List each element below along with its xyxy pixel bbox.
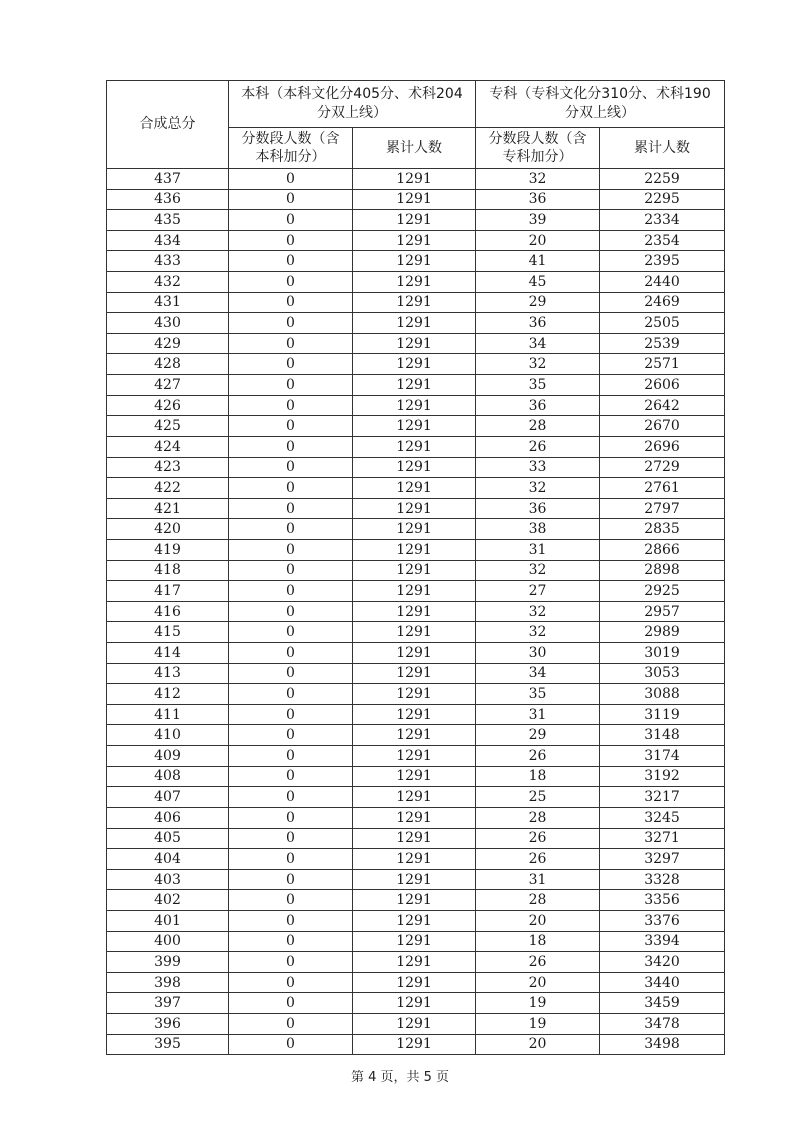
table-row [107, 292, 725, 313]
bachelor-cumulative-cell: 1291 [353, 643, 476, 664]
college-cumulative-cell: 3119 [600, 704, 725, 725]
table-row [107, 519, 725, 540]
bachelor-segment-cell: 0 [229, 622, 353, 643]
score-cell: 423 [107, 457, 229, 478]
bachelor-cumulative-cell: 1291 [353, 952, 476, 973]
college-segment-cell: 41 [476, 251, 600, 272]
bachelor-segment-cell: 0 [229, 910, 353, 931]
table-row [107, 395, 725, 416]
table-row [107, 849, 725, 870]
college-segment-cell: 25 [476, 787, 600, 808]
college-cumulative-cell: 3420 [600, 952, 725, 973]
bachelor-cumulative-cell: 1291 [353, 498, 476, 519]
college-cumulative-cell: 3148 [600, 725, 725, 746]
college-cumulative-cell: 2505 [600, 313, 725, 334]
college-cumulative-cell: 2606 [600, 375, 725, 396]
table-row [107, 457, 725, 478]
score-cell: 411 [107, 704, 229, 725]
table-row [107, 931, 725, 952]
college-cumulative-cell: 3328 [600, 869, 725, 890]
bachelor-cumulative-cell: 1291 [353, 766, 476, 787]
bachelor-header-line2: 分双上线） [317, 105, 387, 121]
score-cell: 396 [107, 1013, 229, 1034]
score-cell: 414 [107, 643, 229, 664]
bachelor-cumulative-cell: 1291 [353, 189, 476, 210]
college-cumulative-cell: 3478 [600, 1013, 725, 1034]
college-segment-cell: 31 [476, 869, 600, 890]
college-cumulative-cell: 2354 [600, 230, 725, 251]
college-segment-cell: 36 [476, 313, 600, 334]
score-cell: 428 [107, 354, 229, 375]
college-segment-cell: 36 [476, 189, 600, 210]
college-cumulative-cell: 2989 [600, 622, 725, 643]
table-row [107, 869, 725, 890]
bachelor-segment-cell: 0 [229, 333, 353, 354]
college-segment-cell: 35 [476, 684, 600, 705]
college-segment-cell: 31 [476, 704, 600, 725]
bachelor-segment-cell: 0 [229, 519, 353, 540]
college-segment-cell: 26 [476, 952, 600, 973]
bachelor-cumulative-cell: 1291 [353, 910, 476, 931]
college-cumulative-cell: 3245 [600, 807, 725, 828]
table-row [107, 910, 725, 931]
college-segment-cell: 18 [476, 766, 600, 787]
table-row [107, 169, 725, 190]
bachelor-segment-cell: 0 [229, 787, 353, 808]
college-cumulative-header: 累计人数 [600, 128, 725, 169]
table-row [107, 210, 725, 231]
table-row [107, 498, 725, 519]
score-cell: 404 [107, 849, 229, 870]
college-segment-cell: 30 [476, 643, 600, 664]
college-segment-cell: 18 [476, 931, 600, 952]
college-segment-cell: 45 [476, 272, 600, 293]
bachelor-cumulative-cell: 1291 [353, 1013, 476, 1034]
table-row [107, 230, 725, 251]
bachelor-segment-cell: 0 [229, 581, 353, 602]
score-cell: 415 [107, 622, 229, 643]
bachelor-cumulative-cell: 1291 [353, 251, 476, 272]
bachelor-cumulative-cell: 1291 [353, 663, 476, 684]
bachelor-segment-cell: 0 [229, 1034, 353, 1055]
table-row [107, 725, 725, 746]
college-segment-cell: 20 [476, 1034, 600, 1055]
bachelor-segment-cell: 0 [229, 395, 353, 416]
table-row [107, 766, 725, 787]
bachelor-segment-cell: 0 [229, 725, 353, 746]
score-cell: 417 [107, 581, 229, 602]
table-row [107, 189, 725, 210]
bachelor-segment-header-line1: 分数段人数（含 [241, 131, 340, 147]
bachelor-segment-cell: 0 [229, 746, 353, 767]
college-segment-header-line2: 专科加分） [502, 149, 573, 165]
table-row [107, 539, 725, 560]
college-cumulative-cell: 3498 [600, 1034, 725, 1055]
college-cumulative-cell: 3271 [600, 828, 725, 849]
bachelor-cumulative-header: 累计人数 [353, 128, 476, 169]
bachelor-cumulative-cell: 1291 [353, 416, 476, 437]
bachelor-segment-cell: 0 [229, 498, 353, 519]
score-cell: 406 [107, 807, 229, 828]
college-cumulative-cell: 2866 [600, 539, 725, 560]
table-row [107, 890, 725, 911]
college-segment-cell: 32 [476, 622, 600, 643]
college-cumulative-cell: 3440 [600, 972, 725, 993]
college-segment-header [476, 128, 600, 169]
score-cell: 433 [107, 251, 229, 272]
college-segment-cell: 28 [476, 416, 600, 437]
college-segment-cell: 32 [476, 601, 600, 622]
bachelor-segment-cell: 0 [229, 993, 353, 1014]
college-cumulative-cell: 2295 [600, 189, 725, 210]
college-segment-cell: 26 [476, 849, 600, 870]
table-row [107, 746, 725, 767]
bachelor-segment-cell: 0 [229, 416, 353, 437]
score-cell: 399 [107, 952, 229, 973]
bachelor-cumulative-cell: 1291 [353, 560, 476, 581]
bachelor-group-header [229, 81, 476, 128]
college-cumulative-cell: 3394 [600, 931, 725, 952]
bachelor-segment-cell: 0 [229, 828, 353, 849]
bachelor-cumulative-cell: 1291 [353, 890, 476, 911]
bachelor-segment-cell: 0 [229, 375, 353, 396]
bachelor-segment-cell: 0 [229, 539, 353, 560]
bachelor-cumulative-cell: 1291 [353, 993, 476, 1014]
college-cumulative-cell: 2696 [600, 436, 725, 457]
college-segment-cell: 19 [476, 1013, 600, 1034]
score-cell: 413 [107, 663, 229, 684]
table-row [107, 643, 725, 664]
bachelor-segment-header [229, 128, 353, 169]
bachelor-cumulative-cell: 1291 [353, 292, 476, 313]
college-cumulative-cell: 3376 [600, 910, 725, 931]
bachelor-cumulative-cell: 1291 [353, 354, 476, 375]
college-segment-cell: 32 [476, 169, 600, 190]
college-cumulative-cell: 2469 [600, 292, 725, 313]
college-segment-cell: 20 [476, 910, 600, 931]
bachelor-cumulative-cell: 1291 [353, 849, 476, 870]
score-cell: 400 [107, 931, 229, 952]
table-row [107, 272, 725, 293]
bachelor-segment-header-line2: 本科加分） [255, 149, 326, 165]
bachelor-segment-cell: 0 [229, 931, 353, 952]
score-cell: 398 [107, 972, 229, 993]
college-segment-cell: 28 [476, 890, 600, 911]
table-row [107, 952, 725, 973]
bachelor-segment-cell: 0 [229, 560, 353, 581]
bachelor-cumulative-cell: 1291 [353, 169, 476, 190]
table-row [107, 828, 725, 849]
bachelor-cumulative-cell: 1291 [353, 272, 476, 293]
score-cell: 426 [107, 395, 229, 416]
bachelor-segment-cell: 0 [229, 972, 353, 993]
bachelor-segment-cell: 0 [229, 251, 353, 272]
bachelor-segment-cell: 0 [229, 869, 353, 890]
college-cumulative-cell: 2835 [600, 519, 725, 540]
college-segment-cell: 33 [476, 457, 600, 478]
bachelor-segment-cell: 0 [229, 849, 353, 870]
score-cell: 416 [107, 601, 229, 622]
table-row [107, 663, 725, 684]
score-cell: 407 [107, 787, 229, 808]
bachelor-cumulative-cell: 1291 [353, 230, 476, 251]
score-cell: 432 [107, 272, 229, 293]
score-column-header: 合成总分 [107, 81, 229, 169]
bachelor-cumulative-cell: 1291 [353, 787, 476, 808]
college-segment-cell: 39 [476, 210, 600, 231]
college-segment-cell: 20 [476, 972, 600, 993]
college-segment-cell: 26 [476, 828, 600, 849]
college-cumulative-cell: 2259 [600, 169, 725, 190]
score-cell: 397 [107, 993, 229, 1014]
college-segment-cell: 27 [476, 581, 600, 602]
bachelor-segment-cell: 0 [229, 189, 353, 210]
college-cumulative-cell: 3459 [600, 993, 725, 1014]
score-cell: 419 [107, 539, 229, 560]
bachelor-segment-cell: 0 [229, 890, 353, 911]
bachelor-cumulative-cell: 1291 [353, 457, 476, 478]
college-cumulative-cell: 3053 [600, 663, 725, 684]
table-row [107, 972, 725, 993]
bachelor-cumulative-cell: 1291 [353, 436, 476, 457]
bachelor-cumulative-cell: 1291 [353, 333, 476, 354]
college-cumulative-cell: 2571 [600, 354, 725, 375]
college-header-line1: 专科（专科文化分310分、术科190 [489, 86, 711, 102]
score-cell: 395 [107, 1034, 229, 1055]
table-row [107, 601, 725, 622]
college-segment-cell: 36 [476, 395, 600, 416]
bachelor-cumulative-cell: 1291 [353, 931, 476, 952]
college-segment-cell: 28 [476, 807, 600, 828]
bachelor-segment-cell: 0 [229, 684, 353, 705]
bachelor-cumulative-cell: 1291 [353, 704, 476, 725]
college-segment-cell: 20 [476, 230, 600, 251]
table-row [107, 478, 725, 499]
college-cumulative-cell: 2395 [600, 251, 725, 272]
bachelor-cumulative-cell: 1291 [353, 375, 476, 396]
bachelor-segment-cell: 0 [229, 436, 353, 457]
page-footer: 第 4 页，共 5 页 [350, 1070, 450, 1085]
bachelor-cumulative-cell: 1291 [353, 519, 476, 540]
bachelor-segment-cell: 0 [229, 952, 353, 973]
score-cell: 405 [107, 828, 229, 849]
bachelor-cumulative-cell: 1291 [353, 684, 476, 705]
college-cumulative-cell: 3192 [600, 766, 725, 787]
college-segment-cell: 32 [476, 354, 600, 375]
score-cell: 421 [107, 498, 229, 519]
college-cumulative-cell: 3297 [600, 849, 725, 870]
table-row [107, 622, 725, 643]
score-cell: 427 [107, 375, 229, 396]
bachelor-cumulative-cell: 1291 [353, 313, 476, 334]
bachelor-header-line1: 本科（本科文化分405分、术科204 [241, 86, 463, 102]
table-row [107, 560, 725, 581]
score-cell: 431 [107, 292, 229, 313]
college-segment-cell: 19 [476, 993, 600, 1014]
score-cell: 408 [107, 766, 229, 787]
bachelor-segment-cell: 0 [229, 663, 353, 684]
college-cumulative-cell: 2539 [600, 333, 725, 354]
table-row [107, 704, 725, 725]
table-row [107, 436, 725, 457]
bachelor-cumulative-cell: 1291 [353, 869, 476, 890]
college-cumulative-cell: 3217 [600, 787, 725, 808]
bachelor-cumulative-cell: 1291 [353, 210, 476, 231]
table-row [107, 333, 725, 354]
college-segment-cell: 26 [476, 746, 600, 767]
college-cumulative-cell: 2670 [600, 416, 725, 437]
bachelor-cumulative-cell: 1291 [353, 807, 476, 828]
college-group-header [476, 81, 725, 128]
college-cumulative-cell: 3174 [600, 746, 725, 767]
college-cumulative-cell: 2642 [600, 395, 725, 416]
college-segment-cell: 29 [476, 725, 600, 746]
college-segment-header-line1: 分数段人数（含 [488, 131, 587, 147]
bachelor-cumulative-cell: 1291 [353, 539, 476, 560]
bachelor-cumulative-cell: 1291 [353, 828, 476, 849]
bachelor-cumulative-cell: 1291 [353, 601, 476, 622]
table-row [107, 807, 725, 828]
college-segment-cell: 29 [476, 292, 600, 313]
college-cumulative-cell: 2761 [600, 478, 725, 499]
bachelor-cumulative-cell: 1291 [353, 622, 476, 643]
bachelor-cumulative-cell: 1291 [353, 972, 476, 993]
college-cumulative-cell: 2898 [600, 560, 725, 581]
bachelor-cumulative-cell: 1291 [353, 395, 476, 416]
bachelor-segment-cell: 0 [229, 457, 353, 478]
table-row [107, 1013, 725, 1034]
bachelor-segment-cell: 0 [229, 704, 353, 725]
college-segment-cell: 32 [476, 478, 600, 499]
bachelor-segment-cell: 0 [229, 230, 353, 251]
bachelor-cumulative-cell: 1291 [353, 746, 476, 767]
college-segment-cell: 38 [476, 519, 600, 540]
college-cumulative-cell: 2440 [600, 272, 725, 293]
table-row [107, 581, 725, 602]
college-header-line2: 分双上线） [565, 105, 636, 121]
college-cumulative-cell: 3088 [600, 684, 725, 705]
table-row [107, 684, 725, 705]
score-cell: 410 [107, 725, 229, 746]
score-cell: 422 [107, 478, 229, 499]
score-cell: 435 [107, 210, 229, 231]
college-segment-cell: 36 [476, 498, 600, 519]
table-row [107, 375, 725, 396]
table-row [107, 787, 725, 808]
score-cell: 420 [107, 519, 229, 540]
bachelor-cumulative-cell: 1291 [353, 478, 476, 499]
bachelor-segment-cell: 0 [229, 766, 353, 787]
bachelor-segment-cell: 0 [229, 1013, 353, 1034]
score-cell: 424 [107, 436, 229, 457]
score-cell: 429 [107, 333, 229, 354]
bachelor-cumulative-cell: 1291 [353, 1034, 476, 1055]
score-cell: 430 [107, 313, 229, 334]
college-segment-cell: 34 [476, 663, 600, 684]
score-cell: 402 [107, 890, 229, 911]
college-segment-cell: 32 [476, 560, 600, 581]
bachelor-cumulative-cell: 1291 [353, 725, 476, 746]
college-cumulative-cell: 2334 [600, 210, 725, 231]
table-body [107, 169, 725, 1055]
score-cell: 425 [107, 416, 229, 437]
college-segment-cell: 35 [476, 375, 600, 396]
table-row [107, 251, 725, 272]
score-cell: 418 [107, 560, 229, 581]
score-cell: 434 [107, 230, 229, 251]
score-cell: 401 [107, 910, 229, 931]
score-cell: 409 [107, 746, 229, 767]
bachelor-segment-cell: 0 [229, 272, 353, 293]
bachelor-segment-cell: 0 [229, 292, 353, 313]
table-row [107, 993, 725, 1014]
college-cumulative-cell: 2797 [600, 498, 725, 519]
college-segment-cell: 34 [476, 333, 600, 354]
bachelor-segment-cell: 0 [229, 643, 353, 664]
bachelor-segment-cell: 0 [229, 601, 353, 622]
bachelor-cumulative-cell: 1291 [353, 581, 476, 602]
score-cell: 437 [107, 169, 229, 190]
score-distribution-table [106, 80, 725, 1055]
bachelor-segment-cell: 0 [229, 478, 353, 499]
college-cumulative-cell: 2925 [600, 581, 725, 602]
bachelor-segment-cell: 0 [229, 313, 353, 334]
college-segment-cell: 31 [476, 539, 600, 560]
table-row [107, 354, 725, 375]
bachelor-segment-cell: 0 [229, 210, 353, 231]
bachelor-segment-cell: 0 [229, 169, 353, 190]
bachelor-segment-cell: 0 [229, 807, 353, 828]
bachelor-segment-cell: 0 [229, 354, 353, 375]
score-cell: 412 [107, 684, 229, 705]
table-row [107, 416, 725, 437]
college-cumulative-cell: 2957 [600, 601, 725, 622]
score-cell: 403 [107, 869, 229, 890]
college-cumulative-cell: 2729 [600, 457, 725, 478]
score-cell: 436 [107, 189, 229, 210]
table-row [107, 1034, 725, 1055]
college-segment-cell: 26 [476, 436, 600, 457]
college-cumulative-cell: 3019 [600, 643, 725, 664]
college-cumulative-cell: 3356 [600, 890, 725, 911]
table-row [107, 313, 725, 334]
